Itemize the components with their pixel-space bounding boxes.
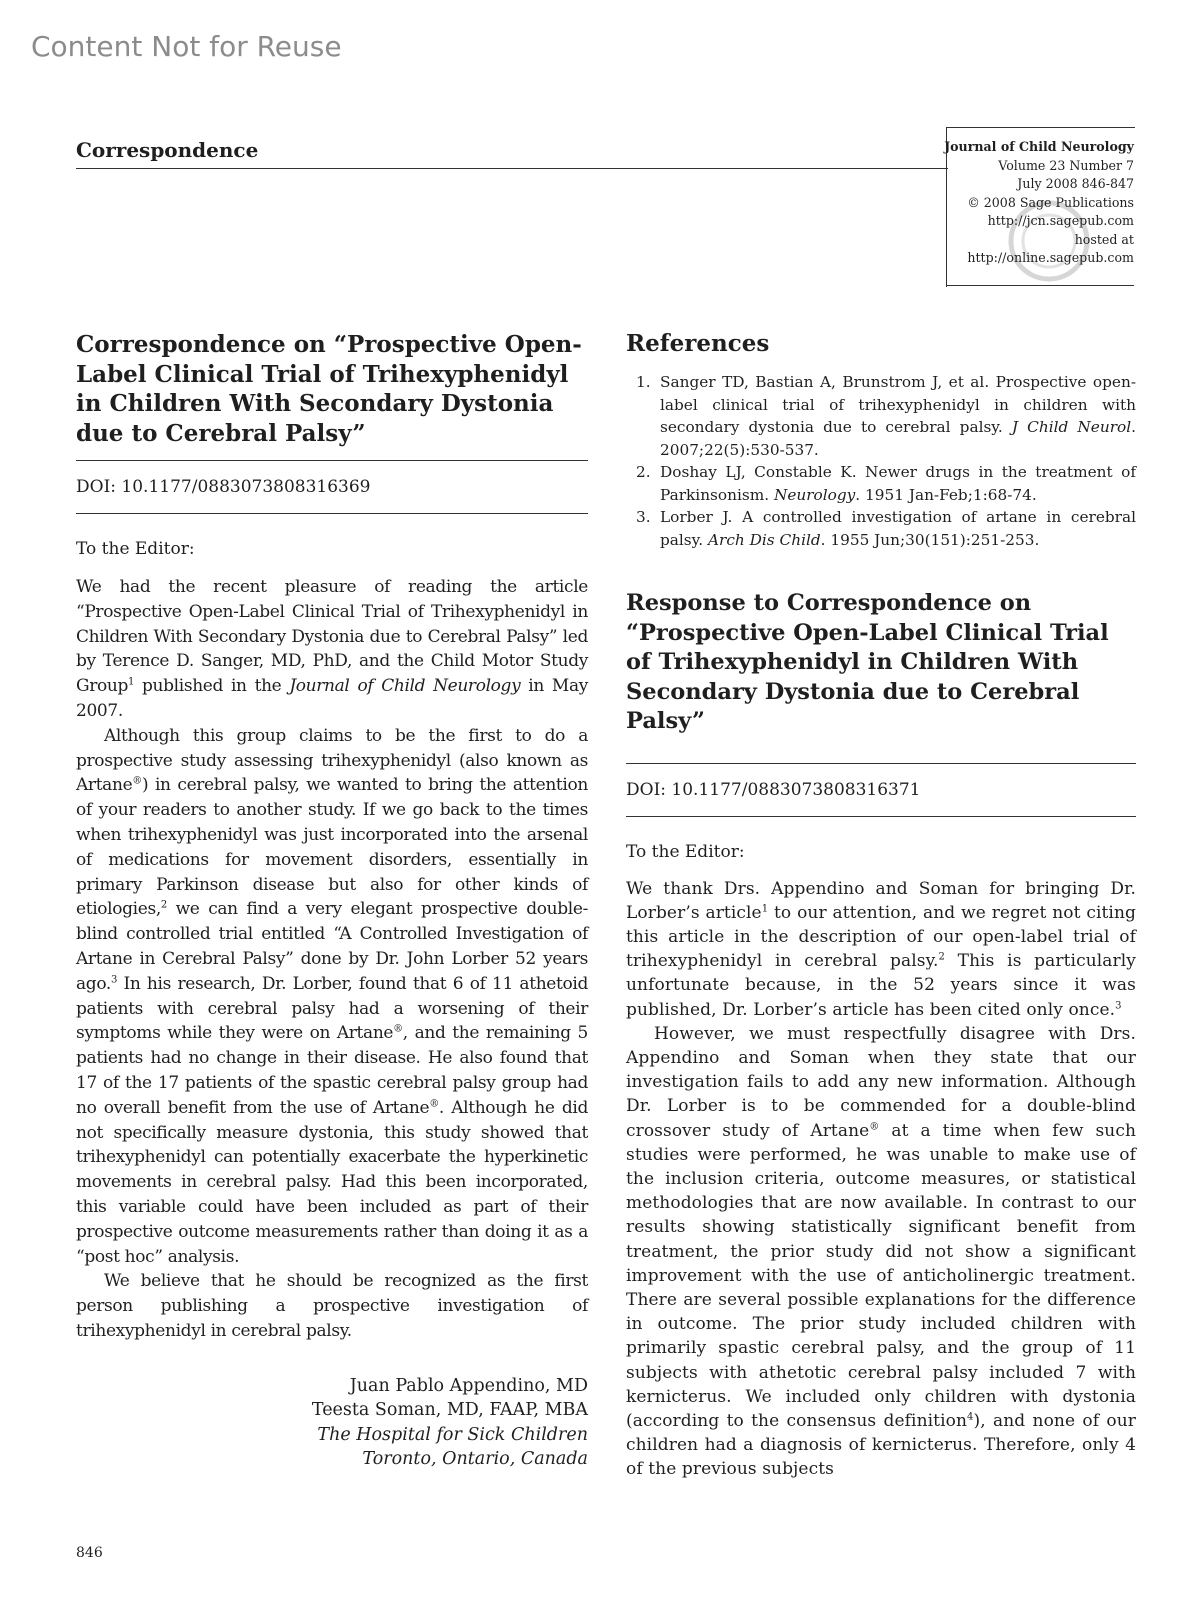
page-number: 846 (76, 1545, 103, 1561)
journal-name: Journal of Child Neurology (944, 139, 1134, 154)
response-doi[interactable]: DOI: 10.1177/0883073808316371 (626, 779, 921, 800)
journal-date-pages: July 2008 846-847 (1017, 176, 1134, 191)
title-rule (76, 460, 588, 461)
header-rule (76, 168, 948, 169)
letter-doi[interactable]: DOI: 10.1177/0883073808316369 (76, 477, 371, 497)
journal-copyright: © 2008 Sage Publications (967, 194, 1134, 210)
response-title: Response to Correspondence on “Prospective Open-Label Clinical Trial of Trihexyphenidyl in Children With Secondary Dystonia due to Cerebral Palsy” (626, 590, 1109, 734)
response-paragraph: We thank Drs. Appendino and Soman for bringing Dr. Lorber’s article$^1$ to our attention, and we regret not citing this article in the description of our open-label trial of trihexyphenidyl in cerebral palsy.$^2$ This is particularly unfortunate because, in the 52 years since it was published, Dr. Lorber’s article has been cited only once.$^3$ (626, 878, 1136, 1020)
response-doi-rule (626, 816, 1136, 817)
letter-paragraph: We had the recent pleasure of reading the article “Prospective Open-Label Clinical Trial of Trihexyphenidyl in Children With Secondary Dystonia due to Cerebral Palsy” led by Terence D. Sanger, MD, PhD, and the Child Motor Study Group$^1$ published in the Journal of Child Neurology in May 2007. (76, 577, 589, 721)
references-list (626, 371, 1136, 551)
right-column (626, 330, 1136, 1482)
letter-title: Correspondence on “Prospective Open-Label Clinical Trial of Trihexyphenidyl in Children With Secondary Dystonia due to Cerebral Palsy” (76, 331, 582, 447)
left-column (76, 330, 588, 1472)
response-paragraph: However, we must respectfully disagree with Drs. Appendino and Soman when they state that our investigation fails to add any new information. Although Dr. Lorber is to be commended for a double-blind crossover study of Artane® at a time when few such studies were performed, he was unable to make use of the inclusion criteria, outcome measures, or statistical methodologies that are now available. In contrast to our results showing statistically significant benefit from treatment, the prior study did not show a significant improvement with the use of anticholinergic treatment. There are several possible explanations for the difference in outcome. The prior study included children with primarily spastic cerebral palsy, and the group of 11 subjects with athetotic cerebral palsy included 7 with kernicterus. We included only children with dystonia (according to the consensus definition$^4$), and none of our children had a diagnosis of kernicterus. Therefore, only 4 of the previous subjects (626, 1023, 1136, 1480)
journal-info-bottom-rule (946, 285, 1134, 286)
references-heading: References (626, 330, 770, 357)
letter-salutation: To the Editor: (76, 539, 195, 559)
author-name: Teesta Soman, MD, FAAP, MBA (311, 1400, 588, 1421)
author-name: Juan Pablo Appendino, MD (349, 1375, 588, 1396)
author-location: Toronto, Ontario, Canada (362, 1449, 588, 1470)
letter-signature (76, 1374, 588, 1472)
journal-volume: Volume 23 Number 7 (998, 157, 1134, 173)
section-label: Correspondence (76, 138, 259, 162)
author-institution: The Hospital for Sick Children (317, 1424, 588, 1445)
letter-body (76, 575, 588, 1344)
response-title-rule (626, 763, 1136, 764)
letter-paragraph: We believe that he should be recognized as the first person publishing a prospective investigation of trihexyphenidyl in cerebral palsy. (76, 1271, 588, 1341)
reference-item: 2. Doshay LJ, Constable K. Newer drugs in the treatment of Parkinsonism. Neurology. 1951 Jan-Feb;1:68-74. (636, 463, 1136, 504)
journal-info (944, 138, 1134, 268)
reference-item: 1. Sanger TD, Bastian A, Brunstrom J, et al. Prospective open-label clinical trial of trihexyphenidyl in children with secondary dystonia due to cerebral palsy. J Child Neurol. 2007;22(5):530-537. (636, 373, 1136, 459)
reference-item: 3. Lorber J. A controlled investigation of artane in cerebral palsy. Arch Dis Child. 1955 Jun;30(151):251-253. (636, 508, 1136, 549)
journal-url[interactable]: http://jcn.sagepub.com (987, 213, 1134, 228)
doi-rule (76, 513, 588, 514)
letter-paragraph: Although this group claims to be the first to do a prospective study assessing trihexyphenidyl (also known as Artane®) in cerebral palsy, we wanted to bring the attention of your readers to another study. If we go back to the times when trihexyphenidyl was just incorporated into the arsenal of medications for movement disorders, essentially in primary Parkinson disease but also for other kinds of etiologies,$^2$ we can find a very elegant prospective double-blind controlled trial entitled “A Controlled Investigation of Artane in Cerebral Palsy” done by Dr. John Lorber 52 years ago.$^3$ In his research, Dr. Lorber, found that 6 of 11 athetoid patients with cerebral palsy had a worsening of their symptoms while they were on Artane®, and the remaining 5 patients had no change in their disease. He also found that 17 of the 17 patients of the spastic cerebral palsy group had no overall benefit from the use of Artane®. Although he did not specifically measure dystonia, this study showed that trihexyphenidyl can potentially exacerbate the hyperkinetic movements in cerebral palsy. Had this been incorporated, this variable could have been included as part of their prospective outcome measurements rather than doing it as a “post hoc” analysis. (76, 725, 589, 1267)
watermark: Content Not for Reuse (31, 30, 342, 63)
response-body (626, 877, 1136, 1482)
journal-hosted-label: hosted at (1074, 231, 1134, 247)
journal-online-url[interactable]: http://online.sagepub.com (967, 250, 1134, 265)
response-salutation: To the Editor: (626, 841, 745, 862)
